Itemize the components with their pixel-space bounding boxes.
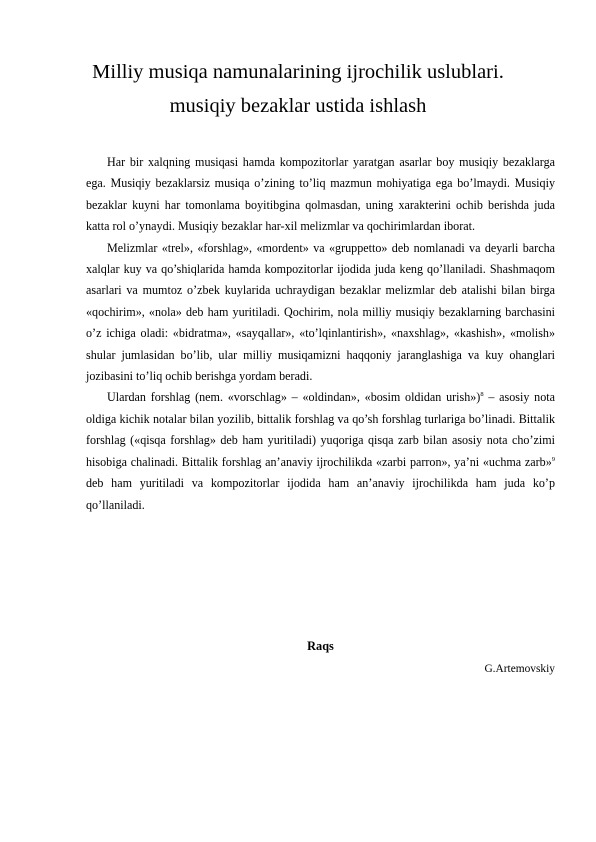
paragraph-1: Har bir xalqning musiqasi hamda kompozitorlar yaratgan asarlar boy musiqiy bezaklarga ega. Musiqiy bezaklarsiz musiqa o’zining to’liq mazmun mohiyatiga ega bo’lmaydi. Musiqiy bezaklar kuyni har tomonlama boyitibgina qolmasdan, uning xarakterini ochib berishda juda katta rol o’ynaydi. Musiqiy bezaklar har-xil melizmlar va qochirimlardan iborat.	[86, 155, 555, 234]
footnote-ref-8[interactable]: 8	[480, 391, 484, 399]
footnote-ref-9[interactable]: 9	[551, 455, 555, 463]
paragraph-3-text-c: deb ham yuritiladi va kompozitorlar ijodida ham an’anaviy ijrochilikda ham juda ko’p qo’llaniladi.	[86, 476, 555, 512]
page-title-line-1: Milliy musiqa namunalarining ijrochilik uslublari.	[92, 61, 504, 83]
piece-composer: G.Artemovskiy	[484, 663, 555, 675]
paragraph-3-text-a: Ulardan forshlag (nem. «vorschlag» – «oldindan», «bosim oldidan urish»)	[107, 390, 481, 405]
page-title-line-2: musiqiy bezaklar ustida ishlash	[169, 95, 427, 117]
body-text	[86, 152, 555, 516]
piece-title: Raqs	[307, 639, 334, 653]
paragraph-2: Melizmlar «trel», «forshlag», «mordent» va «gruppetto» deb nomlanadi va deyarli barcha xalqlar kuy va qo’shiqlarida hamda kompozitorlar ijodida juda keng qo’llaniladi. Shashmaqom asarlari va mumtoz o’zbek kuylarida uchraydigan bezaklar melizmlar deb atalishi bilan birga «qochirim», «nola» deb ham yuritiladi. Qochirim, nola milliy musiqiy bezaklarning barchasini o’z ichiga oladi: «bidratma», «sayqallar», «to’lqinlantirish», «naxshlag», «kashish», «molish» shular jumlasidan bo’lib, ular milliy musiqamizni haqqoniy jaranglashiga va kuy ohanglari jozibasini to’liq ochib berishga yordam beradi.	[86, 240, 555, 384]
paragraph-3-text-b: – asosiy nota oldiga kichik notalar bilan yozilib, bittalik forshlag va qo’sh forshlag turlariga bo’linadi. Bittalik forshlag («qisqa forshlag» deb ham yuritiladi) yuqoriga qisqa zarb bilan asosiy nota cho’zimi hisobiga chalinadi. Bittalik forshlag an’anaviy ijrochilikda «zarbi parron», ya’ni «uchma zarb»	[86, 390, 555, 469]
paragraph-3	[86, 387, 555, 515]
